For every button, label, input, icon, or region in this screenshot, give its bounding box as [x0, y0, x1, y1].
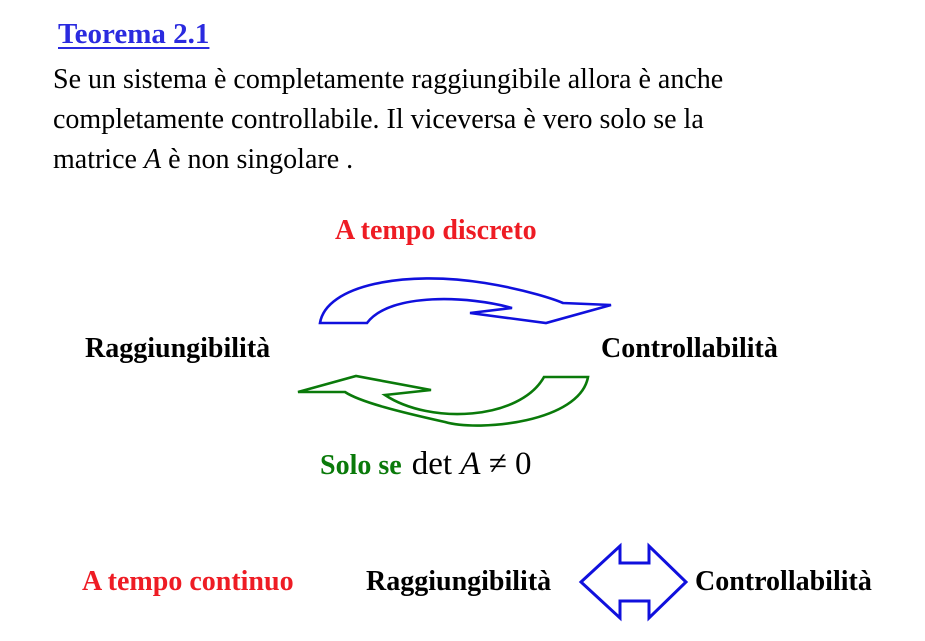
- theorem-statement: [53, 60, 873, 180]
- continuous-time-title: A tempo continuo: [82, 566, 294, 597]
- double-arrow-icon: [578, 543, 690, 621]
- reachability-label: Raggiungibilità: [85, 333, 271, 364]
- condition-rest: ≠ 0: [480, 446, 532, 482]
- theorem-line-3: [53, 140, 873, 180]
- condition-expression: [412, 446, 532, 482]
- controllability-label-continuous: Controllabilità: [695, 566, 872, 597]
- condition-prefix: Solo se: [320, 450, 402, 481]
- theorem-line-3-prefix: matrice: [53, 144, 144, 175]
- forward-arrow-shape: [320, 278, 611, 323]
- backward-curved-arrow-icon: [290, 370, 600, 430]
- double-arrow-shape: [581, 546, 686, 618]
- condition-variable: A: [460, 446, 481, 482]
- singularity-condition: [320, 446, 532, 483]
- theorem-line-2: completamente controllabile. Il viceversa è vero solo se la: [53, 104, 704, 135]
- theorem-line-3-suffix: è non singolare .: [161, 144, 354, 175]
- condition-det: det: [411, 446, 461, 482]
- backward-arrow-shape: [298, 376, 588, 426]
- matrix-variable: A: [143, 144, 162, 175]
- reachability-label-continuous: Raggiungibilità: [366, 566, 552, 597]
- theorem-title: Teorema 2.1: [58, 18, 210, 50]
- forward-curved-arrow-icon: [310, 270, 620, 330]
- theorem-line-1: Se un sistema è completamente raggiungibile allora è anche: [53, 64, 724, 95]
- discrete-time-title: A tempo discreto: [335, 215, 537, 246]
- controllability-label: Controllabilità: [601, 333, 778, 364]
